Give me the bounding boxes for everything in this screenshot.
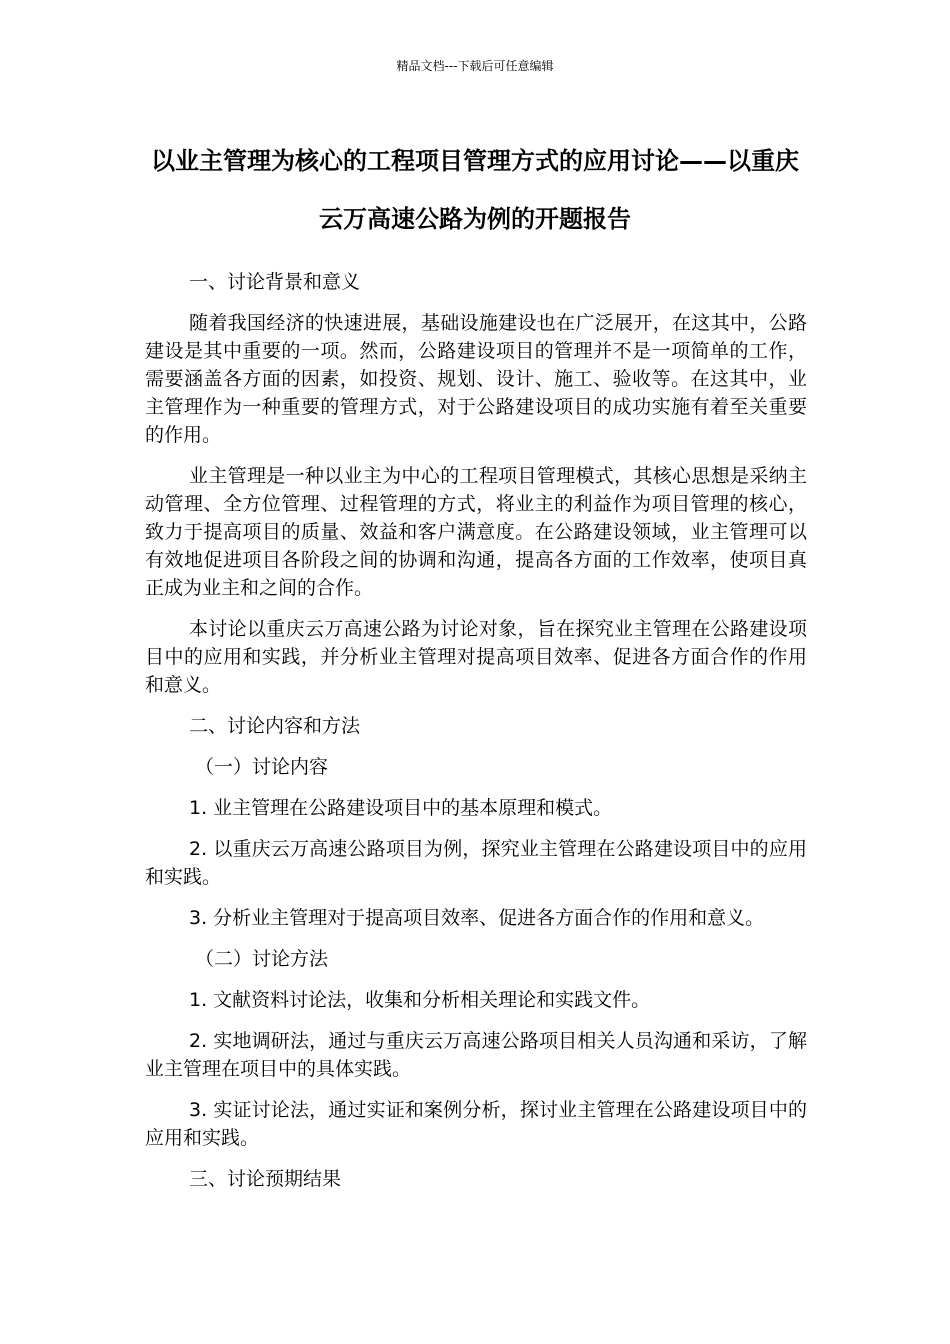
content-item-2: 2. 以重庆云万高速公路项目为例，探究业主管理在公路建设项目中的应用和实践。 (145, 838, 807, 888)
paragraph-background-1: 随着我国经济的快速进展，基础设施建设也在广泛展开，在这其中，公路建设是其中重要的一项。然而，公路建设项目的管理并不是一项简单的工作，需要涵盖各方面的因素，如投资、规划、设计、施工、验收等。在这其中，业主管理作为一种重要的管理方式，对于公路建设项目的成功实施有着至关重要的作用。 (145, 312, 807, 446)
content-item-1: 1. 业主管理在公路建设项目中的基本原理和模式。 (189, 797, 613, 819)
paragraph-background-3: 本讨论以重庆云万高速公路为讨论对象，旨在探究业主管理在公路建设项目中的应用和实践，并分析业主管理对提高项目效率、促进各方面合作的作用和意义。 (145, 618, 807, 696)
document-title: 以业主管理为核心的工程项目管理方式的应用讨论——以重庆云万高速公路为例的开题报告 (151, 147, 799, 233)
method-item-3: 3. 实证讨论法，通过实证和案例分析，探讨业主管理在公路建设项目中的应用和实践。 (145, 1099, 807, 1149)
header-note: 精品文档---下载后可任意编辑 (396, 59, 554, 73)
content-item-3: 3. 分析业主管理对于提高项目效率、促进各方面合作的作用和意义。 (189, 907, 765, 929)
document-body (145, 268, 807, 1206)
section-heading-expected-results: 三、讨论预期结果 (189, 1168, 342, 1190)
method-item-1: 1. 文献资料讨论法，收集和分析相关理论和实践文件。 (189, 989, 651, 1011)
method-item-2: 2. 实地调研法，通过与重庆云万高速公路项目相关人员沟通和采访，了解业主管理在项目中的具体实践。 (145, 1030, 807, 1080)
paragraph-background-2: 业主管理是一种以业主为中心的工程项目管理模式，其核心思想是采纳主动管理、全方位管理、过程管理的方式，将业主的利益作为项目管理的核心，致力于提高项目的质量、效益和客户满意度。在公路建设领域，业主管理可以有效地促进项目各阶段之间的协调和沟通，提高各方面的工作效率，使项目真正成为业主和之间的合作。 (145, 465, 807, 599)
section-heading-background: 一、讨论背景和意义 (189, 271, 361, 293)
subheading-content: （一）讨论内容 (195, 756, 329, 778)
section-heading-content-method: 二、讨论内容和方法 (189, 715, 361, 737)
subheading-method: （二）讨论方法 (195, 948, 329, 970)
